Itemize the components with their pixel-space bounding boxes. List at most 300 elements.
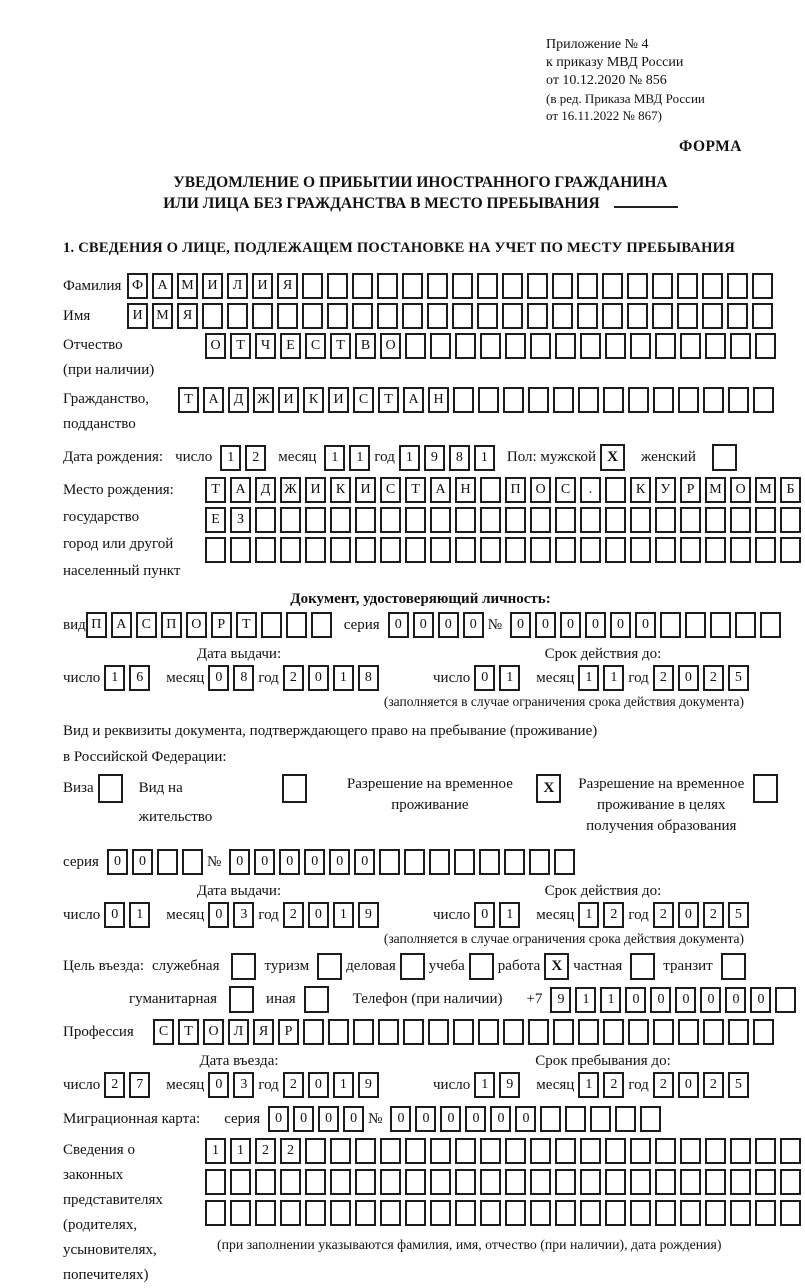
char-cell[interactable]	[311, 612, 332, 638]
char-cell[interactable]	[755, 1138, 776, 1164]
char-cell[interactable]: У	[655, 477, 676, 503]
char-cell[interactable]: С	[136, 612, 157, 638]
char-cell[interactable]: 2	[653, 1072, 674, 1098]
birthplace-row1-cells[interactable]	[205, 477, 805, 503]
char-cell[interactable]	[730, 333, 751, 359]
char-cell[interactable]: 0	[415, 1106, 436, 1132]
char-cell[interactable]	[378, 1019, 399, 1045]
char-cell[interactable]: 0	[208, 902, 229, 928]
char-cell[interactable]: Т	[236, 612, 257, 638]
stay-month-cells[interactable]	[578, 1072, 628, 1098]
char-cell[interactable]: 9	[424, 445, 445, 471]
char-cell[interactable]: Н	[455, 477, 476, 503]
char-cell[interactable]: 0	[610, 612, 631, 638]
char-cell[interactable]: 1	[324, 445, 345, 471]
visa-checkbox[interactable]	[98, 774, 123, 803]
char-cell[interactable]	[305, 1138, 326, 1164]
char-cell[interactable]: Н	[428, 387, 449, 413]
residence-issue-month-cells[interactable]	[208, 902, 258, 928]
char-cell[interactable]	[455, 1169, 476, 1195]
char-cell[interactable]: 3	[233, 902, 254, 928]
char-cell[interactable]	[280, 1169, 301, 1195]
char-cell[interactable]	[678, 387, 699, 413]
doc-number-cells[interactable]	[510, 612, 785, 638]
char-cell[interactable]	[453, 387, 474, 413]
char-cell[interactable]: 2	[283, 902, 304, 928]
char-cell[interactable]: 1	[600, 987, 621, 1013]
char-cell[interactable]: 0	[279, 849, 300, 875]
char-cell[interactable]	[405, 333, 426, 359]
char-cell[interactable]: В	[355, 333, 376, 359]
char-cell[interactable]: О	[203, 1019, 224, 1045]
char-cell[interactable]: 2	[603, 1072, 624, 1098]
char-cell[interactable]: 0	[293, 1106, 314, 1132]
char-cell[interactable]	[379, 849, 400, 875]
char-cell[interactable]	[605, 333, 626, 359]
char-cell[interactable]	[752, 303, 773, 329]
char-cell[interactable]: 0	[678, 1072, 699, 1098]
char-cell[interactable]	[427, 273, 448, 299]
char-cell[interactable]	[454, 849, 475, 875]
char-cell[interactable]	[205, 1169, 226, 1195]
char-cell[interactable]: 2	[245, 445, 266, 471]
char-cell[interactable]	[540, 1106, 561, 1132]
char-cell[interactable]	[355, 1200, 376, 1226]
char-cell[interactable]	[727, 273, 748, 299]
char-cell[interactable]: С	[305, 333, 326, 359]
char-cell[interactable]	[403, 1019, 424, 1045]
phone-cells[interactable]	[550, 987, 800, 1013]
char-cell[interactable]: 0	[229, 849, 250, 875]
char-cell[interactable]	[755, 507, 776, 533]
char-cell[interactable]	[230, 1169, 251, 1195]
char-cell[interactable]	[705, 1169, 726, 1195]
char-cell[interactable]	[479, 849, 500, 875]
residence-issue-day-cells[interactable]	[104, 902, 154, 928]
char-cell[interactable]: 0	[625, 987, 646, 1013]
char-cell[interactable]	[455, 1200, 476, 1226]
char-cell[interactable]	[655, 537, 676, 563]
purpose-official-checkbox[interactable]	[231, 953, 256, 980]
char-cell[interactable]	[261, 612, 282, 638]
name-cells[interactable]	[127, 303, 777, 329]
char-cell[interactable]	[302, 273, 323, 299]
char-cell[interactable]	[760, 612, 781, 638]
char-cell[interactable]: 0	[678, 902, 699, 928]
char-cell[interactable]	[578, 387, 599, 413]
char-cell[interactable]	[280, 507, 301, 533]
residence-series-cells[interactable]	[107, 849, 207, 875]
char-cell[interactable]	[430, 537, 451, 563]
char-cell[interactable]	[552, 303, 573, 329]
char-cell[interactable]: 0	[107, 849, 128, 875]
char-cell[interactable]	[280, 537, 301, 563]
char-cell[interactable]	[680, 1200, 701, 1226]
char-cell[interactable]: Д	[228, 387, 249, 413]
purpose-work-checkbox[interactable]: X	[544, 953, 569, 980]
char-cell[interactable]	[555, 507, 576, 533]
char-cell[interactable]: 5	[728, 665, 749, 691]
char-cell[interactable]	[455, 333, 476, 359]
char-cell[interactable]	[480, 507, 501, 533]
char-cell[interactable]	[505, 1200, 526, 1226]
char-cell[interactable]: Т	[330, 333, 351, 359]
char-cell[interactable]: 9	[499, 1072, 520, 1098]
sex-male-checkbox[interactable]: X	[600, 444, 625, 471]
char-cell[interactable]	[605, 1169, 626, 1195]
char-cell[interactable]	[605, 1200, 626, 1226]
char-cell[interactable]	[452, 303, 473, 329]
char-cell[interactable]: Р	[680, 477, 701, 503]
char-cell[interactable]: 3	[233, 1072, 254, 1098]
char-cell[interactable]: 0	[635, 612, 656, 638]
char-cell[interactable]: 0	[268, 1106, 289, 1132]
char-cell[interactable]	[630, 1138, 651, 1164]
char-cell[interactable]	[680, 507, 701, 533]
char-cell[interactable]: Я	[277, 273, 298, 299]
char-cell[interactable]	[630, 1169, 651, 1195]
char-cell[interactable]	[653, 387, 674, 413]
char-cell[interactable]: 0	[650, 987, 671, 1013]
char-cell[interactable]	[478, 387, 499, 413]
char-cell[interactable]: 1	[129, 902, 150, 928]
char-cell[interactable]	[205, 1200, 226, 1226]
char-cell[interactable]	[685, 612, 706, 638]
char-cell[interactable]	[677, 303, 698, 329]
char-cell[interactable]	[330, 1169, 351, 1195]
char-cell[interactable]	[630, 1200, 651, 1226]
char-cell[interactable]	[478, 1019, 499, 1045]
char-cell[interactable]: 0	[254, 849, 275, 875]
char-cell[interactable]	[502, 273, 523, 299]
char-cell[interactable]: 1	[578, 1072, 599, 1098]
char-cell[interactable]: М	[152, 303, 173, 329]
char-cell[interactable]	[505, 537, 526, 563]
char-cell[interactable]	[455, 507, 476, 533]
doc-issue-day-cells[interactable]	[104, 665, 154, 691]
char-cell[interactable]	[602, 303, 623, 329]
char-cell[interactable]: К	[330, 477, 351, 503]
char-cell[interactable]	[504, 849, 525, 875]
char-cell[interactable]	[330, 1200, 351, 1226]
char-cell[interactable]	[555, 1169, 576, 1195]
char-cell[interactable]	[780, 537, 801, 563]
char-cell[interactable]: И	[278, 387, 299, 413]
char-cell[interactable]: А	[403, 387, 424, 413]
char-cell[interactable]	[555, 537, 576, 563]
char-cell[interactable]	[680, 1138, 701, 1164]
char-cell[interactable]: М	[177, 273, 198, 299]
entry-year-cells[interactable]	[283, 1072, 383, 1098]
temp-residence-checkbox[interactable]: X	[536, 774, 561, 803]
char-cell[interactable]	[730, 1169, 751, 1195]
char-cell[interactable]	[330, 1138, 351, 1164]
char-cell[interactable]: Е	[280, 333, 301, 359]
char-cell[interactable]	[477, 303, 498, 329]
char-cell[interactable]	[577, 303, 598, 329]
representatives-row1-cells[interactable]	[205, 1138, 805, 1164]
char-cell[interactable]: И	[328, 387, 349, 413]
char-cell[interactable]: 2	[703, 902, 724, 928]
char-cell[interactable]: И	[127, 303, 148, 329]
char-cell[interactable]	[730, 1200, 751, 1226]
char-cell[interactable]	[755, 1200, 776, 1226]
char-cell[interactable]	[755, 1169, 776, 1195]
char-cell[interactable]: С	[380, 477, 401, 503]
char-cell[interactable]	[377, 303, 398, 329]
char-cell[interactable]: 2	[703, 1072, 724, 1098]
char-cell[interactable]	[255, 537, 276, 563]
char-cell[interactable]	[630, 333, 651, 359]
char-cell[interactable]: И	[252, 273, 273, 299]
char-cell[interactable]: 1	[499, 665, 520, 691]
char-cell[interactable]: 2	[283, 665, 304, 691]
char-cell[interactable]: 2	[283, 1072, 304, 1098]
char-cell[interactable]	[780, 1169, 801, 1195]
char-cell[interactable]	[430, 1138, 451, 1164]
char-cell[interactable]	[430, 333, 451, 359]
char-cell[interactable]	[527, 303, 548, 329]
char-cell[interactable]	[286, 612, 307, 638]
char-cell[interactable]	[753, 387, 774, 413]
residence-expiry-month-cells[interactable]	[578, 902, 628, 928]
char-cell[interactable]	[705, 1200, 726, 1226]
char-cell[interactable]	[205, 537, 226, 563]
char-cell[interactable]	[182, 849, 203, 875]
char-cell[interactable]: Ф	[127, 273, 148, 299]
char-cell[interactable]	[404, 849, 425, 875]
char-cell[interactable]: 1	[104, 665, 125, 691]
char-cell[interactable]	[630, 537, 651, 563]
residence-number-cells[interactable]	[229, 849, 579, 875]
char-cell[interactable]	[640, 1106, 661, 1132]
char-cell[interactable]	[565, 1106, 586, 1132]
char-cell[interactable]: С	[555, 477, 576, 503]
doc-expiry-year-cells[interactable]	[653, 665, 753, 691]
char-cell[interactable]	[755, 537, 776, 563]
char-cell[interactable]	[505, 333, 526, 359]
char-cell[interactable]: 0	[208, 1072, 229, 1098]
char-cell[interactable]: Р	[278, 1019, 299, 1045]
char-cell[interactable]	[355, 507, 376, 533]
char-cell[interactable]: 2	[653, 902, 674, 928]
purpose-private-checkbox[interactable]	[630, 953, 655, 980]
char-cell[interactable]	[652, 273, 673, 299]
char-cell[interactable]	[678, 1019, 699, 1045]
doc-series-cells[interactable]	[388, 612, 488, 638]
residence-expiry-year-cells[interactable]	[653, 902, 753, 928]
char-cell[interactable]: С	[153, 1019, 174, 1045]
char-cell[interactable]	[728, 1019, 749, 1045]
char-cell[interactable]	[705, 507, 726, 533]
char-cell[interactable]	[405, 1200, 426, 1226]
char-cell[interactable]: П	[86, 612, 107, 638]
char-cell[interactable]	[728, 387, 749, 413]
char-cell[interactable]	[653, 1019, 674, 1045]
char-cell[interactable]	[703, 387, 724, 413]
char-cell[interactable]	[603, 1019, 624, 1045]
char-cell[interactable]	[477, 273, 498, 299]
char-cell[interactable]	[480, 1200, 501, 1226]
char-cell[interactable]: 8	[358, 665, 379, 691]
char-cell[interactable]	[280, 1200, 301, 1226]
char-cell[interactable]: 1	[474, 445, 495, 471]
purpose-tourism-checkbox[interactable]	[317, 953, 342, 980]
char-cell[interactable]	[528, 1019, 549, 1045]
char-cell[interactable]	[652, 303, 673, 329]
char-cell[interactable]: 5	[728, 902, 749, 928]
char-cell[interactable]: 0	[413, 612, 434, 638]
char-cell[interactable]	[530, 333, 551, 359]
char-cell[interactable]: 0	[700, 987, 721, 1013]
char-cell[interactable]	[430, 507, 451, 533]
char-cell[interactable]: 0	[208, 665, 229, 691]
char-cell[interactable]: 1	[575, 987, 596, 1013]
char-cell[interactable]: 2	[104, 1072, 125, 1098]
char-cell[interactable]	[305, 537, 326, 563]
char-cell[interactable]: 0	[515, 1106, 536, 1132]
char-cell[interactable]	[780, 1138, 801, 1164]
char-cell[interactable]: 0	[490, 1106, 511, 1132]
char-cell[interactable]	[730, 537, 751, 563]
char-cell[interactable]	[505, 507, 526, 533]
char-cell[interactable]	[655, 507, 676, 533]
migration-number-cells[interactable]	[390, 1106, 665, 1132]
char-cell[interactable]	[452, 273, 473, 299]
stay-year-cells[interactable]	[653, 1072, 753, 1098]
char-cell[interactable]	[530, 537, 551, 563]
char-cell[interactable]	[628, 1019, 649, 1045]
char-cell[interactable]: С	[353, 387, 374, 413]
char-cell[interactable]: Т	[205, 477, 226, 503]
char-cell[interactable]: 0	[675, 987, 696, 1013]
char-cell[interactable]: 0	[388, 612, 409, 638]
char-cell[interactable]: 2	[603, 902, 624, 928]
char-cell[interactable]: О	[530, 477, 551, 503]
char-cell[interactable]: О	[186, 612, 207, 638]
char-cell[interactable]	[530, 507, 551, 533]
char-cell[interactable]	[503, 1019, 524, 1045]
char-cell[interactable]: Т	[178, 1019, 199, 1045]
citizenship-cells[interactable]	[178, 387, 778, 413]
char-cell[interactable]	[277, 303, 298, 329]
char-cell[interactable]	[255, 507, 276, 533]
char-cell[interactable]	[577, 273, 598, 299]
char-cell[interactable]: 0	[308, 902, 329, 928]
char-cell[interactable]	[730, 507, 751, 533]
char-cell[interactable]	[303, 1019, 324, 1045]
char-cell[interactable]: М	[755, 477, 776, 503]
char-cell[interactable]	[580, 537, 601, 563]
char-cell[interactable]	[352, 303, 373, 329]
char-cell[interactable]	[380, 1169, 401, 1195]
char-cell[interactable]: 1	[499, 902, 520, 928]
char-cell[interactable]: 0	[308, 1072, 329, 1098]
char-cell[interactable]	[230, 537, 251, 563]
char-cell[interactable]: А	[111, 612, 132, 638]
char-cell[interactable]	[753, 1019, 774, 1045]
representatives-row3-cells[interactable]	[205, 1200, 805, 1226]
char-cell[interactable]: 1	[230, 1138, 251, 1164]
char-cell[interactable]: А	[430, 477, 451, 503]
char-cell[interactable]: Ж	[253, 387, 274, 413]
char-cell[interactable]: 1	[349, 445, 370, 471]
char-cell[interactable]: 0	[318, 1106, 339, 1132]
char-cell[interactable]	[157, 849, 178, 875]
char-cell[interactable]	[605, 477, 626, 503]
char-cell[interactable]: 0	[438, 612, 459, 638]
char-cell[interactable]	[330, 537, 351, 563]
birthplace-row2-cells[interactable]	[205, 507, 805, 533]
stay-day-cells[interactable]	[474, 1072, 524, 1098]
char-cell[interactable]: 7	[129, 1072, 150, 1098]
char-cell[interactable]	[355, 1138, 376, 1164]
char-cell[interactable]	[680, 1169, 701, 1195]
char-cell[interactable]	[555, 1200, 576, 1226]
char-cell[interactable]	[705, 1138, 726, 1164]
char-cell[interactable]: 0	[329, 849, 350, 875]
char-cell[interactable]: 2	[280, 1138, 301, 1164]
char-cell[interactable]: 0	[304, 849, 325, 875]
char-cell[interactable]	[580, 1138, 601, 1164]
birth-month-cells[interactable]	[324, 445, 374, 471]
char-cell[interactable]	[505, 1169, 526, 1195]
char-cell[interactable]: 1	[333, 902, 354, 928]
char-cell[interactable]: З	[230, 507, 251, 533]
char-cell[interactable]: 0	[463, 612, 484, 638]
char-cell[interactable]	[553, 1019, 574, 1045]
char-cell[interactable]: 1	[205, 1138, 226, 1164]
char-cell[interactable]	[627, 303, 648, 329]
char-cell[interactable]	[402, 273, 423, 299]
char-cell[interactable]	[355, 537, 376, 563]
char-cell[interactable]	[552, 273, 573, 299]
purpose-transit-checkbox[interactable]	[721, 953, 746, 980]
char-cell[interactable]: 0	[343, 1106, 364, 1132]
char-cell[interactable]	[677, 273, 698, 299]
char-cell[interactable]	[480, 477, 501, 503]
char-cell[interactable]	[405, 537, 426, 563]
char-cell[interactable]	[655, 333, 676, 359]
char-cell[interactable]	[480, 1169, 501, 1195]
char-cell[interactable]: К	[303, 387, 324, 413]
char-cell[interactable]: 1	[474, 1072, 495, 1098]
char-cell[interactable]: 1	[399, 445, 420, 471]
char-cell[interactable]	[655, 1138, 676, 1164]
migration-series-cells[interactable]	[268, 1106, 368, 1132]
char-cell[interactable]	[580, 333, 601, 359]
char-cell[interactable]	[554, 849, 575, 875]
char-cell[interactable]	[380, 507, 401, 533]
birthplace-row3-cells[interactable]	[205, 537, 805, 563]
char-cell[interactable]	[405, 1138, 426, 1164]
char-cell[interactable]	[590, 1106, 611, 1132]
char-cell[interactable]	[380, 537, 401, 563]
char-cell[interactable]	[555, 333, 576, 359]
temp-residence-edu-checkbox[interactable]	[753, 774, 778, 803]
doc-issue-year-cells[interactable]	[283, 665, 383, 691]
char-cell[interactable]: О	[205, 333, 226, 359]
char-cell[interactable]: 0	[465, 1106, 486, 1132]
char-cell[interactable]: 1	[578, 902, 599, 928]
char-cell[interactable]: 2	[255, 1138, 276, 1164]
char-cell[interactable]: 0	[308, 665, 329, 691]
char-cell[interactable]	[430, 1169, 451, 1195]
char-cell[interactable]: Д	[255, 477, 276, 503]
char-cell[interactable]	[780, 1200, 801, 1226]
char-cell[interactable]	[380, 1200, 401, 1226]
char-cell[interactable]: 1	[603, 665, 624, 691]
